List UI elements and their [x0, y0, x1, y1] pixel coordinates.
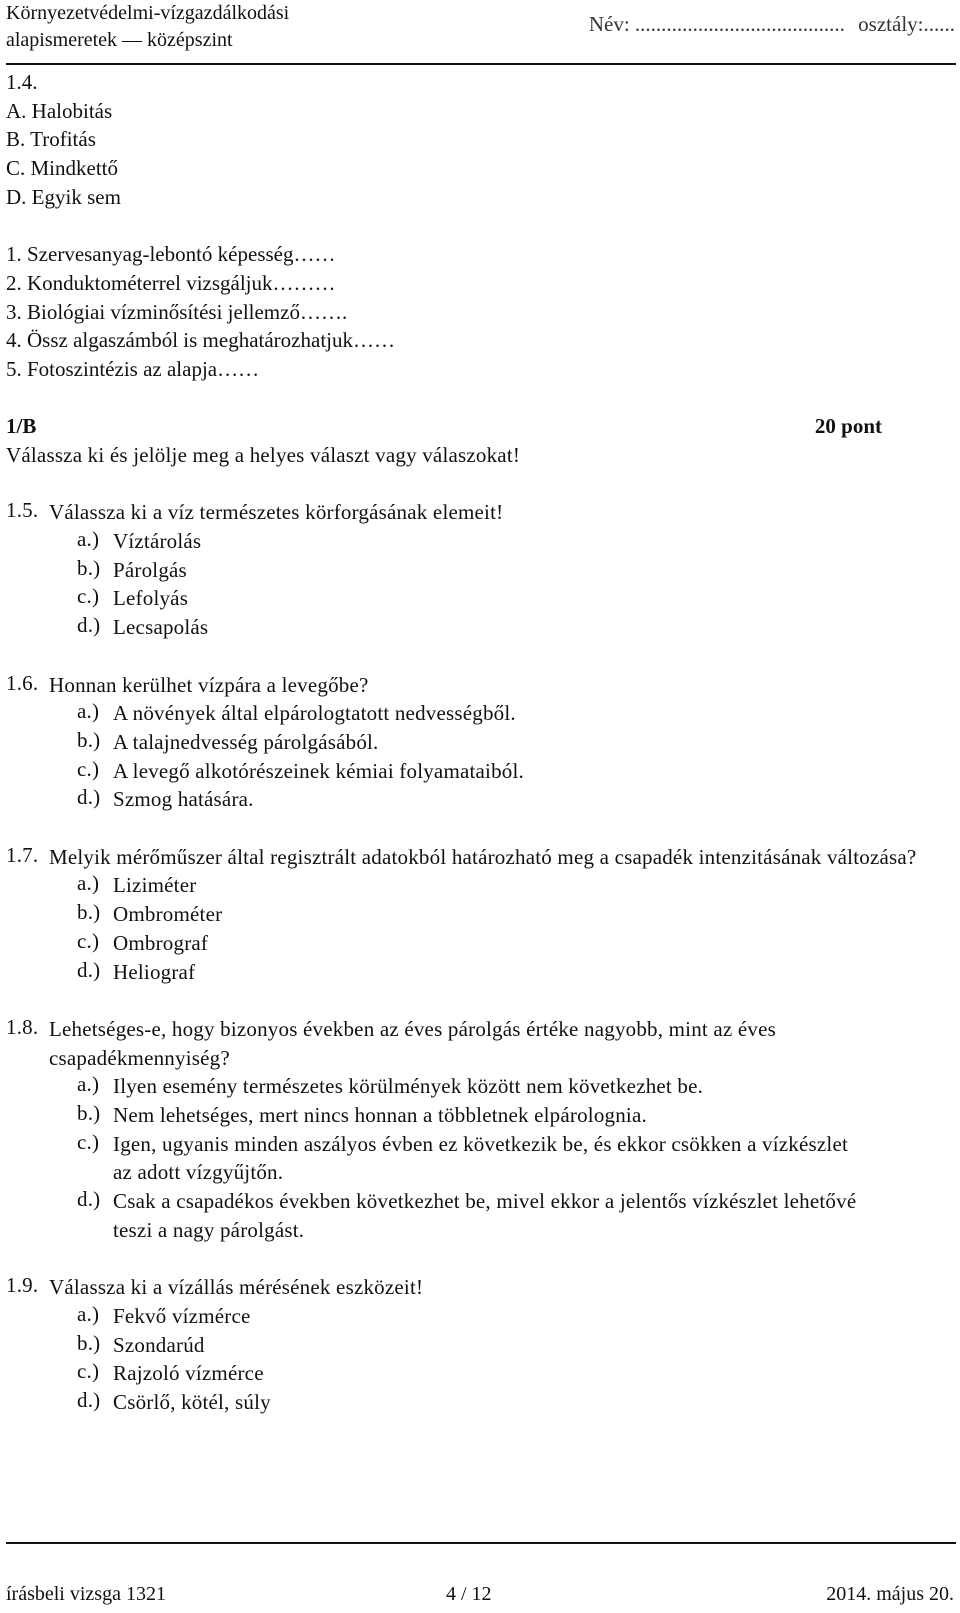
answer-option[interactable] — [6, 1101, 956, 1130]
option-text: Lefolyás — [113, 586, 189, 611]
option-text: Csak a csapadékos években következhet be, mivel ekkor a jelentős vízkészlet lehetővé teszi a nagy párolgást. — [113, 1189, 857, 1242]
question-1-9 — [6, 1273, 956, 1302]
option-letter: a.) — [77, 527, 100, 552]
option-text: A talajnedvesség párolgásából. — [113, 729, 379, 754]
spacer — [6, 814, 956, 843]
answer-option[interactable] — [6, 1302, 956, 1331]
numbered-item: 1. Szervesanyag-lebontó képesség…… — [6, 242, 336, 267]
question-text: Válassza ki a víz természetes körforgásának elemeit! — [49, 500, 504, 525]
option-letter: b.) — [77, 555, 101, 580]
answer-option[interactable] — [6, 757, 956, 786]
spacer — [6, 1245, 956, 1274]
intro-label: 1.4. — [6, 70, 38, 94]
option-text: Fekvő vízmérce — [113, 1303, 251, 1328]
answer-option[interactable] — [6, 699, 956, 728]
question-number: 1.9. — [6, 1273, 39, 1298]
numbered-item: 2. Konduktométerrel vizsgáljuk……… — [6, 270, 336, 295]
option-letter: c.) — [77, 584, 100, 609]
spacer — [6, 986, 956, 1015]
spacer — [6, 384, 956, 413]
option-letter: c.) — [77, 928, 100, 953]
answer-option[interactable] — [6, 958, 956, 987]
option-letter: d.) — [77, 957, 101, 982]
answer-option[interactable] — [6, 613, 956, 642]
option-letter: c.) — [77, 1359, 100, 1384]
question-number: 1.8. — [6, 1014, 39, 1039]
answer-option[interactable] — [6, 900, 956, 929]
question-number: 1.6. — [6, 670, 39, 695]
option-text: Szondarúd — [113, 1332, 205, 1357]
option-letter: b.) — [77, 727, 101, 752]
option-text: Nem lehetséges, mert nincs honnan a többletnek elpárolognia. — [113, 1103, 647, 1128]
spacer — [6, 470, 956, 499]
answer-option[interactable] — [6, 785, 956, 814]
page-footer — [6, 1583, 954, 1606]
option-text: Liziméter — [113, 873, 197, 898]
numbered-item: 5. Fotoszintézis az alapja…… — [6, 356, 260, 381]
page-number: 4 / 12 — [446, 1583, 492, 1605]
option-letter: c.) — [77, 756, 100, 781]
numbered-item: 3. Biológiai vízminősítési jellemző……. — [6, 299, 348, 324]
header-name-class — [589, 12, 955, 37]
option-text: Igen, ugyanis minden aszályos évben ez következik be, és ekkor csökken a vízkészlet az adott vízgyűjtőn. — [113, 1131, 849, 1185]
option-text: Rajzoló vízmérce — [113, 1361, 264, 1386]
question-text: Válassza ki a vízállás mérésének eszközeit! — [49, 1275, 424, 1300]
answer-option[interactable] — [6, 584, 956, 613]
question-text: Melyik mérőműszer által regisztrált adatokból határozható meg a csapadék intenzitásának változása? — [49, 844, 917, 869]
section-instruction: Válassza ki és jelölje meg a helyes választ vagy válaszokat! — [6, 442, 521, 467]
option-text: Ombrograf — [113, 930, 209, 955]
option-letter: d.) — [77, 1187, 101, 1212]
answer-option[interactable] — [6, 929, 956, 958]
section-id: 1/B — [6, 414, 37, 439]
option-letter: d.) — [77, 1388, 101, 1413]
intro-option: A. Halobitás — [6, 98, 113, 123]
name-field-label: Név: ........................................ — [588, 12, 845, 36]
answer-option[interactable] — [6, 1359, 956, 1388]
option-letter: c.) — [77, 1129, 100, 1154]
option-text: A növények által elpárologtatott nedvességből. — [113, 701, 516, 726]
option-text: A levegő alkotórészeinek kémiai folyamataiból. — [113, 758, 524, 783]
option-letter: b.) — [77, 900, 101, 925]
footer-exam-id: írásbeli vizsga 1321 — [6, 1583, 166, 1605]
question-1-8 — [6, 1015, 956, 1072]
option-letter: d.) — [77, 613, 101, 638]
header-title-line2: alapismeretek — középszint — [6, 29, 233, 51]
intro-option: D. Egyik sem — [6, 184, 121, 209]
option-letter: a.) — [77, 1301, 100, 1326]
section-header — [6, 412, 882, 441]
option-letter: a.) — [77, 699, 100, 724]
question-text: Lehetséges-e, hogy bizonyos években az éves párolgás értéke nagyobb, mint az éves csapadékmennyiség? — [49, 1016, 777, 1070]
option-text: Csörlő, kötél, súly — [113, 1390, 271, 1415]
option-letter: d.) — [77, 785, 101, 810]
answer-option[interactable] — [6, 527, 956, 556]
intro-option: C. Mindkettő — [6, 156, 119, 181]
option-letter: b.) — [77, 1330, 101, 1355]
option-text: Lecsapolás — [113, 615, 209, 640]
footer-date: 2014. május 20. — [826, 1583, 954, 1605]
answer-option[interactable] — [6, 1130, 956, 1187]
option-letter: a.) — [77, 1072, 100, 1097]
answer-option[interactable] — [6, 1187, 956, 1244]
option-text: Heliograf — [113, 959, 196, 984]
intro-option: B. Trofitás — [6, 127, 96, 152]
answer-option[interactable] — [6, 871, 956, 900]
spacer — [6, 211, 956, 240]
option-text: Ilyen esemény természetes körülmények között nem következhet be. — [113, 1074, 704, 1099]
question-text: Honnan kerülhet vízpára a levegőbe? — [49, 672, 369, 697]
section-points: 20 pont — [814, 414, 882, 439]
option-text: Ombrométer — [113, 902, 223, 927]
option-letter: a.) — [77, 871, 100, 896]
page-content — [6, 68, 956, 1417]
option-text: Párolgás — [113, 557, 187, 582]
question-1-7 — [6, 843, 956, 872]
question-number: 1.5. — [6, 498, 39, 523]
answer-option[interactable] — [6, 1072, 956, 1101]
question-1-5 — [6, 498, 956, 527]
option-text: Víztárolás — [113, 529, 202, 554]
option-letter: b.) — [77, 1101, 101, 1126]
question-number: 1.7. — [6, 842, 39, 867]
class-field-label: osztály:...... — [858, 12, 955, 36]
numbered-item: 4. Össz algaszámból is meghatározhatjuk…… — [6, 328, 395, 353]
answer-option[interactable] — [6, 556, 956, 585]
question-1-6 — [6, 671, 956, 700]
header-divider — [6, 63, 956, 65]
answer-option[interactable] — [6, 1331, 956, 1360]
header-title-line1: Környezetvédelmi-vízgazdálkodási — [6, 2, 290, 24]
spacer — [6, 642, 956, 671]
option-text: Szmog hatására. — [113, 787, 254, 812]
header-title — [6, 0, 289, 54]
answer-option[interactable] — [6, 1388, 956, 1417]
answer-option[interactable] — [6, 728, 956, 757]
footer-divider — [6, 1542, 956, 1544]
